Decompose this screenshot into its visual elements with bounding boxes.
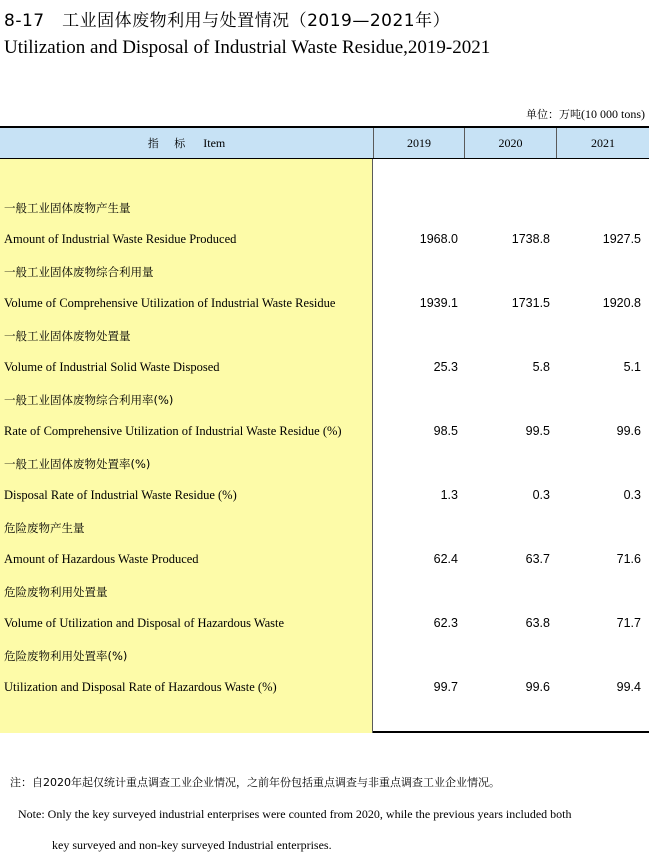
value-2021: 99.4 (616, 680, 641, 694)
row-label-cn: 危险废物利用处置率(%) (4, 649, 128, 663)
table-row-cn (0, 454, 649, 474)
value-2021: 71.7 (616, 616, 641, 630)
value-2019: 62.3 (433, 616, 458, 630)
value-2020: 99.5 (525, 424, 550, 438)
table-header (0, 128, 649, 159)
table-row (0, 486, 649, 506)
footnote-en-line2: key surveyed and non-key surveyed Industrial enterprises. (52, 838, 332, 852)
value-2021: 0.3 (623, 488, 641, 502)
value-2019: 62.4 (433, 552, 458, 566)
value-2019: 98.5 (433, 424, 458, 438)
row-label-cn: 一般工业固体废物处置率(%) (4, 457, 151, 471)
value-2019: 99.7 (433, 680, 458, 694)
table-row-cn (0, 646, 649, 666)
table-row-cn (0, 198, 649, 218)
row-label-en: Amount of Hazardous Waste Produced (4, 552, 199, 566)
table-row-cn (0, 582, 649, 602)
header-item (0, 128, 373, 158)
unit-label (526, 106, 645, 122)
page-title-cn: 8-17 工业固体废物利用与处置情况（2019—2021年） (4, 11, 451, 31)
value-2020: 99.6 (525, 680, 550, 694)
row-label-en: Disposal Rate of Industrial Waste Residue (%) (4, 488, 237, 502)
value-2020: 5.8 (532, 360, 550, 374)
value-2021: 99.6 (616, 424, 641, 438)
row-label-cn: 一般工业固体废物产生量 (4, 201, 131, 215)
value-2021: 5.1 (623, 360, 641, 374)
header-year-2020: 2020 (464, 128, 556, 158)
value-2020: 63.7 (525, 552, 550, 566)
header-year-2021: 2021 (556, 128, 649, 158)
value-2021: 71.6 (616, 552, 641, 566)
value-2020: 1731.5 (511, 296, 550, 310)
table-row-cn (0, 326, 649, 346)
table-row-cn (0, 390, 649, 410)
data-table (0, 126, 649, 733)
header-item-en: Item (203, 135, 226, 150)
value-2019: 25.3 (433, 360, 458, 374)
table-row (0, 422, 649, 442)
table-row (0, 550, 649, 570)
row-label-cn: 危险废物利用处置量 (4, 585, 108, 599)
row-label-cn: 一般工业固体废物综合利用率(%) (4, 393, 174, 407)
value-2019: 1939.1 (419, 296, 458, 310)
table-row (0, 230, 649, 250)
row-label-en: Amount of Industrial Waste Residue Produced (4, 232, 237, 246)
value-2020: 1738.8 (511, 232, 550, 246)
table-row-cn (0, 262, 649, 282)
value-2019: 1968.0 (419, 232, 458, 246)
table-row-cn (0, 518, 649, 538)
value-2019: 1.3 (440, 488, 458, 502)
value-2020: 63.8 (525, 616, 550, 630)
row-label-en: Volume of Utilization and Disposal of Hazardous Waste (4, 616, 285, 630)
row-label-cn: 一般工业固体废物综合利用量 (4, 265, 154, 279)
value-2021: 1927.5 (602, 232, 641, 246)
footnote-en-line1: Note: Only the key surveyed industrial enterprises were counted from 2020, while the previous years included both (18, 807, 572, 821)
unit-label-en: (10 000 tons) (581, 107, 645, 121)
value-2020: 0.3 (532, 488, 550, 502)
footnote-cn: 注：自2020年起仅统计重点调查工业企业情况，之前年份包括重点调查与非重点调查工业企业情况。 (10, 776, 500, 789)
header-year-2019: 2019 (373, 128, 464, 158)
row-label-en: Volume of Industrial Solid Waste Disposed (4, 360, 220, 374)
row-label-en: Volume of Comprehensive Utilization of Industrial Waste Residue (4, 296, 336, 310)
row-label-cn: 危险废物产生量 (4, 521, 85, 535)
value-2021: 1920.8 (602, 296, 641, 310)
table-row (0, 294, 649, 314)
page-title-en: Utilization and Disposal of Industrial Waste Residue,2019-2021 (4, 37, 491, 58)
row-label-en: Utilization and Disposal Rate of Hazardous Waste (%) (4, 680, 277, 694)
table-row (0, 358, 649, 378)
table-row (0, 614, 649, 634)
table-row (0, 678, 649, 698)
header-item-cn: 指 标 (147, 137, 192, 150)
row-label-cn: 一般工业固体废物处置量 (4, 329, 131, 343)
row-label-en: Rate of Comprehensive Utilization of Industrial Waste Residue (%) (4, 424, 342, 438)
unit-label-cn: 单位：万吨 (526, 108, 581, 121)
